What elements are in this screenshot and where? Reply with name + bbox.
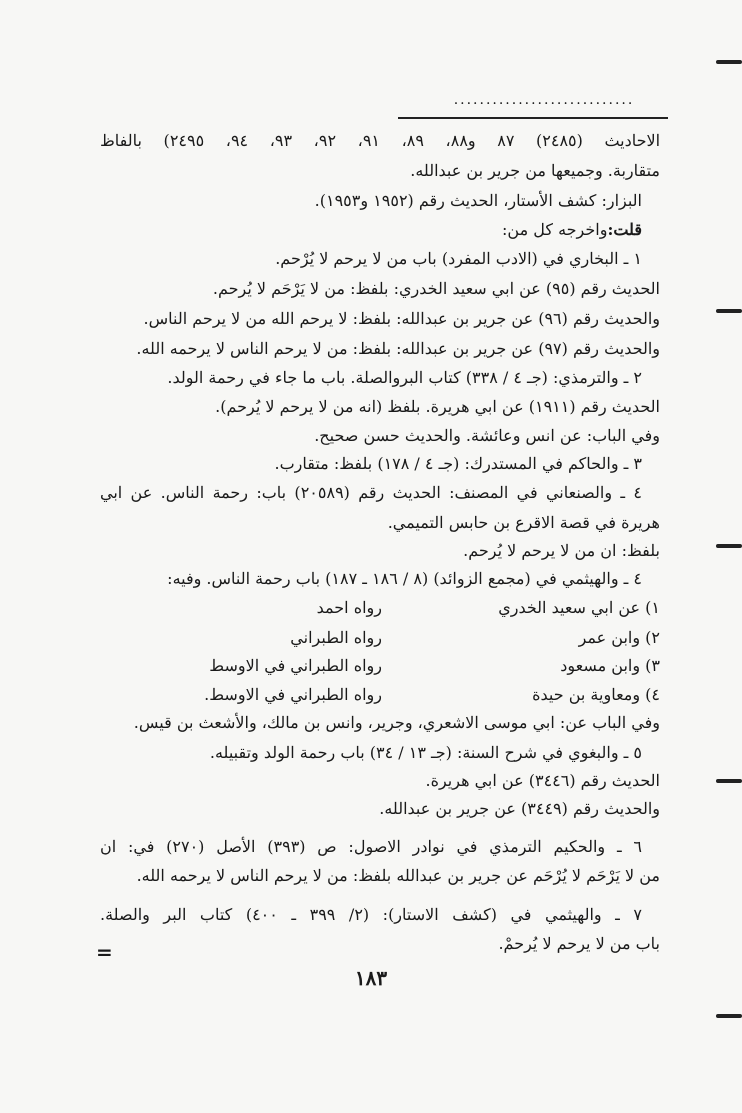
- text-line: ٦ ـ والحكيم الترمذي في نوادر الاصول: ص (٣٩٣) الأصل (٢٧٠) في: ان: [100, 837, 642, 856]
- text-line: الحديث رقم (١٩١١) عن ابي هريرة. بلفظ (انه من لا يرحم لا يُرحم).: [215, 397, 660, 416]
- text-line: الحديث رقم (٣٤٤٦) عن ابي هريرة.: [425, 771, 660, 790]
- header-rule: [398, 117, 668, 119]
- text-line: هريرة في قصة الاقرع بن حابس التميمي.: [387, 513, 660, 532]
- margin-mark: [716, 779, 742, 783]
- text-line: الاحاديث (٢٤٨٥) ٨٧ و٨٨، ٨٩، ٩١، ٩٢، ٩٣، ٩٤، ٢٤٩٥) بالفاظ: [100, 131, 660, 150]
- text-line: ١ ـ البخاري في (الادب المفرد) باب من لا يرحم لا يُرْحم.: [275, 249, 642, 268]
- text-line: ٥ ـ والبغوي في شرح السنة: (جـ ١٣ / ٣٤) باب رحمة الولد وتقبيله.: [209, 743, 642, 762]
- text-line: ٧ ـ والهيثمي في (كشف الاستار): (٢/ ٣٩٩ ـ ٤٠٠) كتاب البر والصلة.: [100, 905, 642, 924]
- narrator-name: ١) عن ابي سعيد الخدري: [498, 598, 660, 617]
- margin-mark: [716, 309, 742, 313]
- text-line: الحديث رقم (٩٥) عن ابي سعيد الخدري: بلفظ: من لا يَرْحَم لا يُرحم.: [212, 279, 660, 298]
- narrator-name: ٤) ومعاوية بن حيدة: [532, 685, 660, 704]
- text-line: والحديث رقم (٣٤٤٩) عن جرير بن عبدالله.: [379, 799, 660, 818]
- narrator-name: ٢) وابن عمر: [578, 628, 660, 647]
- text-line: ٤ ـ والصنعاني في المصنف: الحديث رقم (٢٠٥٨٩) باب: رحمة الناس. عن ابي: [100, 483, 642, 502]
- text-line: ٣ ـ والحاكم في المستدرك: (جـ ٤ / ١٧٨) بلفظ: متقارب.: [274, 454, 642, 473]
- margin-mark: [716, 1014, 742, 1018]
- text-line: وفي الباب عن: ابي موسى الاشعري، وجرير، وانس بن مالك، والأشعث بن قيس.: [133, 713, 660, 732]
- text-line: ٢ ـ والترمذي: (جـ ٤ / ٣٣٨) كتاب البروالصلة. باب ما جاء في رحمة الولد.: [167, 368, 642, 387]
- page-number: ١٨٣: [354, 966, 388, 990]
- header-dots: ............................: [453, 92, 635, 108]
- bold-prefix: قلت:: [607, 220, 642, 239]
- margin-mark: [716, 544, 742, 548]
- narrator-source: رواه الطبراني: [290, 628, 382, 647]
- text-line: بلفظ: ان من لا يرحم لا يُرحم.: [463, 541, 660, 560]
- text-line: والحديث رقم (٩٦) عن جرير بن عبدالله: بلفظ: لا يرحم الله من لا يرحم الناس.: [143, 309, 660, 328]
- text-line: وفي الباب: عن انس وعائشة. والحديث حسن صحيح.: [314, 426, 660, 445]
- text-line: من لا يَرْحَم لا يُرْحَم عن جرير بن عبدالله بلفظ: من لا يرحم الناس لا يرحمه الله.: [136, 866, 660, 885]
- text-line: باب من لا يرحم لا يُرحمْ.: [498, 934, 660, 953]
- narrator-name: ٣) وابن مسعود: [560, 656, 660, 675]
- narrator-source: رواه الطبراني في الاوسط.: [204, 685, 382, 704]
- text-line: متقاربة. وجميعها من جرير بن عبدالله.: [410, 161, 660, 180]
- margin-mark: [716, 60, 742, 64]
- text-line: البزار: كشف الأستار، الحديث رقم (١٩٥٢ و١٩٥٣).: [314, 191, 642, 210]
- continuation-mark: =: [96, 940, 113, 964]
- text-line: [100, 217, 642, 247]
- text-line: والحديث رقم (٩٧) عن جرير بن عبدالله: بلفظ: من لا يرحم الناس لا يرحمه الله.: [136, 339, 660, 358]
- text-line-rest: واخرجه كل من:: [502, 220, 608, 239]
- text-line: ٤ ـ والهيثمي في (مجمع الزوائد) (٨ / ١٨٦ ـ ١٨٧) باب رحمة الناس. وفيه:: [167, 569, 642, 588]
- narrator-source: رواه احمد: [316, 598, 382, 617]
- narrator-source: رواه الطبراني في الاوسط: [209, 656, 382, 675]
